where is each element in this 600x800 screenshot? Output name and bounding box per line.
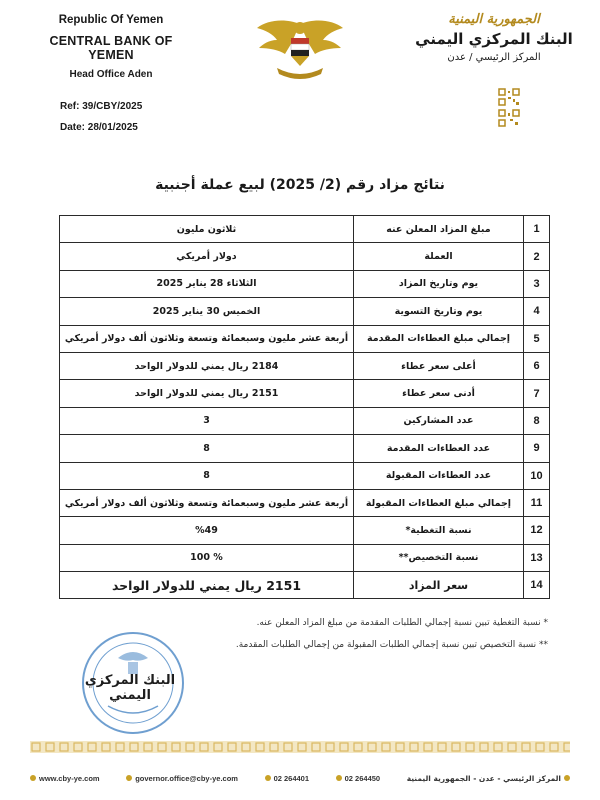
row-label: عدد المشاركين [354,407,524,434]
row-number: 12 [524,517,550,544]
qr-code-icon [498,88,520,128]
row-value: ثلاثون مليون [60,216,354,243]
row-number: 4 [524,298,550,325]
table-row [60,572,550,599]
table-row [60,380,550,407]
table-row [60,489,550,516]
globe-icon [30,775,36,781]
row-value: 3 [60,407,354,434]
row-value: أربعة عشر مليون وسبعمائة وتسعة وثلاثون ألف دولار أمريكي [60,325,354,352]
stamp-bank-name: البنك المركزي اليمني [84,673,176,703]
row-label: يوم وتاريخ التسوية [354,298,524,325]
table-row [60,407,550,434]
row-value: أربعة عشر مليون وسبعمائة وتسعة وثلاثون ألف دولار أمريكي [60,489,354,516]
row-number: 3 [524,270,550,297]
row-number: 6 [524,352,550,379]
auction-results-table [59,215,550,599]
row-label: أعلى سعر عطاء [354,352,524,379]
table-row [60,352,550,379]
row-label: إجمالي مبلغ العطاءات المقدمة [354,325,524,352]
table-row [60,270,550,297]
document-title: نتائج مزاد رقم (2/ 2025) لبيع عملة أجنبية [155,177,445,193]
location-icon [564,775,570,781]
country-name-ar: الجمهورية اليمنية [448,12,540,27]
row-value: 2151 ريال يمني للدولار الواحد [60,380,354,407]
row-number: 10 [524,462,550,489]
row-number: 8 [524,407,550,434]
table-row [60,544,550,571]
row-label: نسبة التخصيص** [354,544,524,571]
office-name-en: Head Office Aden [69,69,153,80]
row-value: 8 [60,435,354,462]
row-value: الخميس 30 يناير 2025 [60,298,354,325]
table-row [60,435,550,462]
row-value: 8 [60,462,354,489]
footer-email[interactable]: governor.office@cby-ye.com [126,774,238,783]
row-value: 2184 ريال يمني للدولار الواحد [60,352,354,379]
footer-phone-1: 02 264401 [265,774,309,783]
header-arabic [414,12,574,63]
fax-icon [336,775,342,781]
row-number: 14 [524,572,550,599]
row-label: إجمالي مبلغ العطاءات المقبولة [354,489,524,516]
footer-phone-2: 02 264450 [336,774,380,783]
country-name-en: Republic Of Yemen [58,14,164,26]
row-label: عدد العطاءات المقبولة [354,462,524,489]
yemen-eagle-emblem-icon [255,14,345,84]
table-row [60,298,550,325]
footer-ornament-band [30,741,570,753]
table-row [60,462,550,489]
row-label: يوم وتاريخ المزاد [354,270,524,297]
row-value: % 100 [60,544,354,571]
phone-icon [265,775,271,781]
row-label: نسبة التغطية* [354,517,524,544]
footer-address: المركز الرئيسي - عدن - الجمهورية اليمنية [407,774,570,783]
bank-name-en: CENTRAL BANK OF YEMEN [49,34,173,62]
table-row [60,325,550,352]
bank-name-ar: البنك المركزي اليمني [415,30,573,48]
reference-number: Ref: 39/CBY/2025 [60,101,143,112]
footnote-coverage: * نسبة التغطية تبين نسبة إجمالي الطلبات المقدمة من مبلغ المزاد المعلن عنه. [256,618,548,628]
email-icon [126,775,132,781]
footnote-allocation: ** نسبة التخصيص تبين نسبة إجمالي الطلبات المقبولة من إجمالي الطلبات المقدمة. [235,640,548,650]
row-label: العملة [354,243,524,270]
row-number: 5 [524,325,550,352]
table-row [60,243,550,270]
reference-date: Date: 28/01/2025 [60,122,138,133]
row-value: دولار أمريكي [60,243,354,270]
table-row [60,216,550,243]
row-value: الثلاثاء 28 يناير 2025 [60,270,354,297]
office-name-ar: المركز الرئيسي / عدن [447,52,541,63]
row-number: 9 [524,435,550,462]
row-number: 7 [524,380,550,407]
row-label: عدد العطاءات المقدمة [354,435,524,462]
footer-contacts [30,770,570,786]
row-label: مبلغ المزاد المعلن عنه [354,216,524,243]
header-english [26,14,196,80]
row-label: سعر المزاد [354,572,524,599]
row-number: 1 [524,216,550,243]
row-number: 13 [524,544,550,571]
row-number: 11 [524,489,550,516]
row-value: %49 [60,517,354,544]
footer-website[interactable]: www.cby-ye.com [30,774,100,783]
row-number: 2 [524,243,550,270]
table-row [60,517,550,544]
reference-block [60,96,142,138]
row-label: أدنى سعر عطاء [354,380,524,407]
row-value: 2151 ريال يمني للدولار الواحد [60,572,354,599]
